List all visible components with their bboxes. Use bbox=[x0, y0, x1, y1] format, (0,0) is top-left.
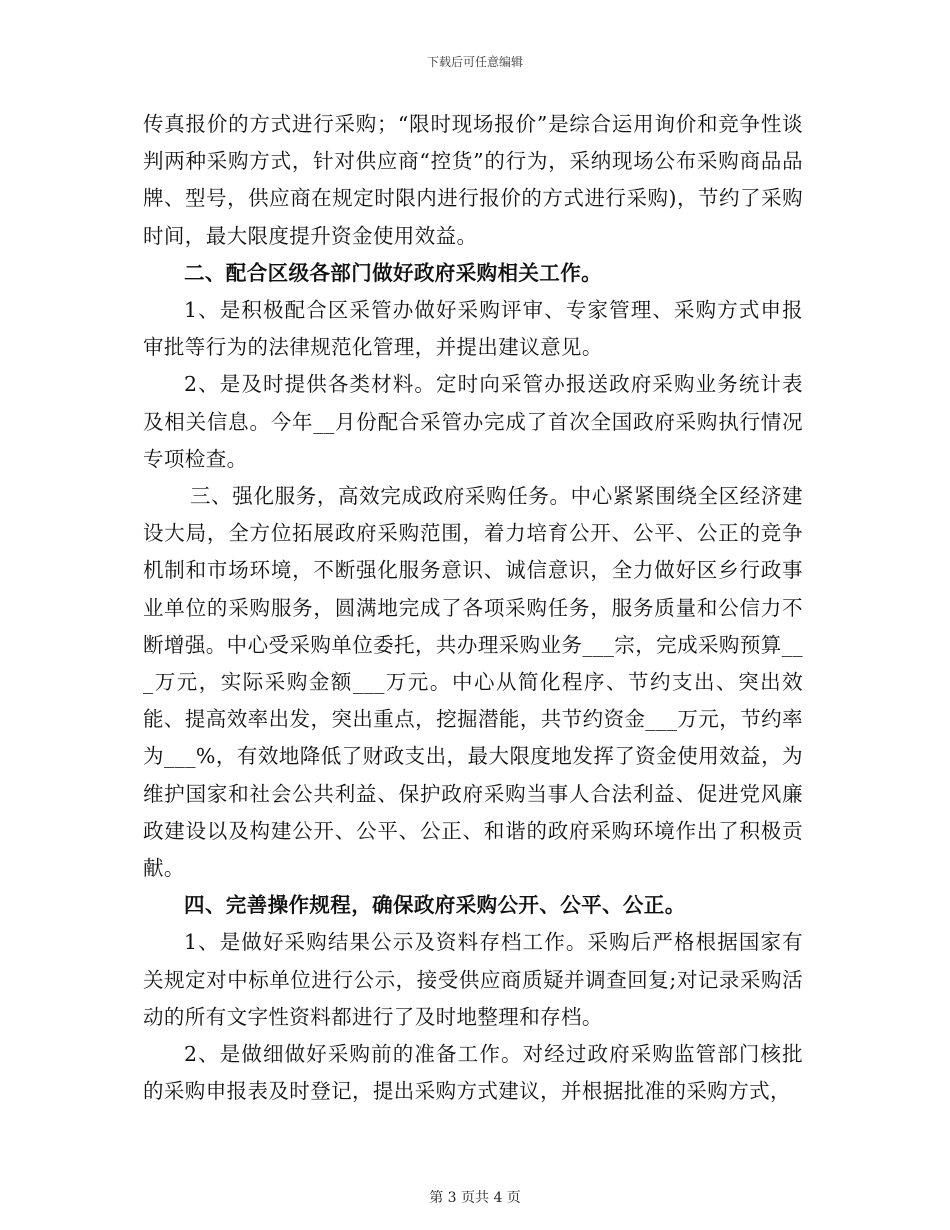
paragraph-item-4-1: 1、是做好采购结果公示及资料存档工作。采购后严格根据国家有关规定对中标单位进行公示，接受供应商质疑并调查回复;对记录采购活动的所有文字性资料都进行了及时地整理和存档。 bbox=[143, 930, 803, 1029]
section-heading-2: 二、配合区级各部门做好政府采购相关工作。 bbox=[184, 260, 602, 285]
paragraph-continuation: 传真报价的方式进行采购；“限时现场报价”是综合运用询价和竞争性谈判两种采购方式，针对供应商“控货”的行为，采纳现场公布采购商品品牌、型号，供应商在规定时限内进行报价的方式进行采购)，节约了采购时间，最大限度提升资金使用效益。 bbox=[143, 112, 803, 248]
page-number: 第 3 页共 4 页 bbox=[429, 1190, 521, 1206]
paragraph-item-4-2: 2、是做细做好采购前的准备工作。对经过政府采购监管部门核批的采购申报表及时登记，提出采购方式建议，并根据批准的采购方式， bbox=[143, 1042, 803, 1104]
page-header: 下载后可任意编辑 bbox=[426, 55, 523, 69]
paragraph-item-2: 2、是及时提供各类材料。定时向采管办报送政府采购业务统计表及相关信息。今年__月份配合采管办完成了首次全国政府采购执行情况专项检查。 bbox=[143, 372, 803, 471]
paragraph-section-3: 三、强化服务，高效完成政府采购任务。中心紧紧围绕全区经济建设大局，全方位拓展政府采购范围，着力培育公开、公平、公正的竞争机制和市场环境，不断强化服务意识、诚信意识，全力做好区乡行政事业单位的采购服务，圆满地完成了各项采购任务，服务质量和公信力不断增强。中心受采购单位委托，共办理采购业务___宗，完成采购预算___万元，实际采购金额___万元。中心从简化程序、节约支出、突出效能、提高效率出发，突出重点，挖掘潜能，共节约资金___万元，节约率为___%，有效地降低了财政支出，最大限度地发挥了资金使用效益，为维护国家和社会公共利益、保护政府采购当事人合法利益、促进党风廉政建设以及构建公开、公平、公正、和谐的政府采购环境作出了积极贡献。 bbox=[143, 484, 803, 881]
document-body bbox=[143, 106, 803, 1110]
paragraph-item-1: 1、是积极配合区采管办做好采购评审、专家管理、采购方式申报审批等行为的法律规范化管理，并提出建议意见。 bbox=[143, 298, 803, 360]
section-heading-4: 四、完善操作规程，确保政府采购公开、公平、公正。 bbox=[184, 893, 686, 918]
